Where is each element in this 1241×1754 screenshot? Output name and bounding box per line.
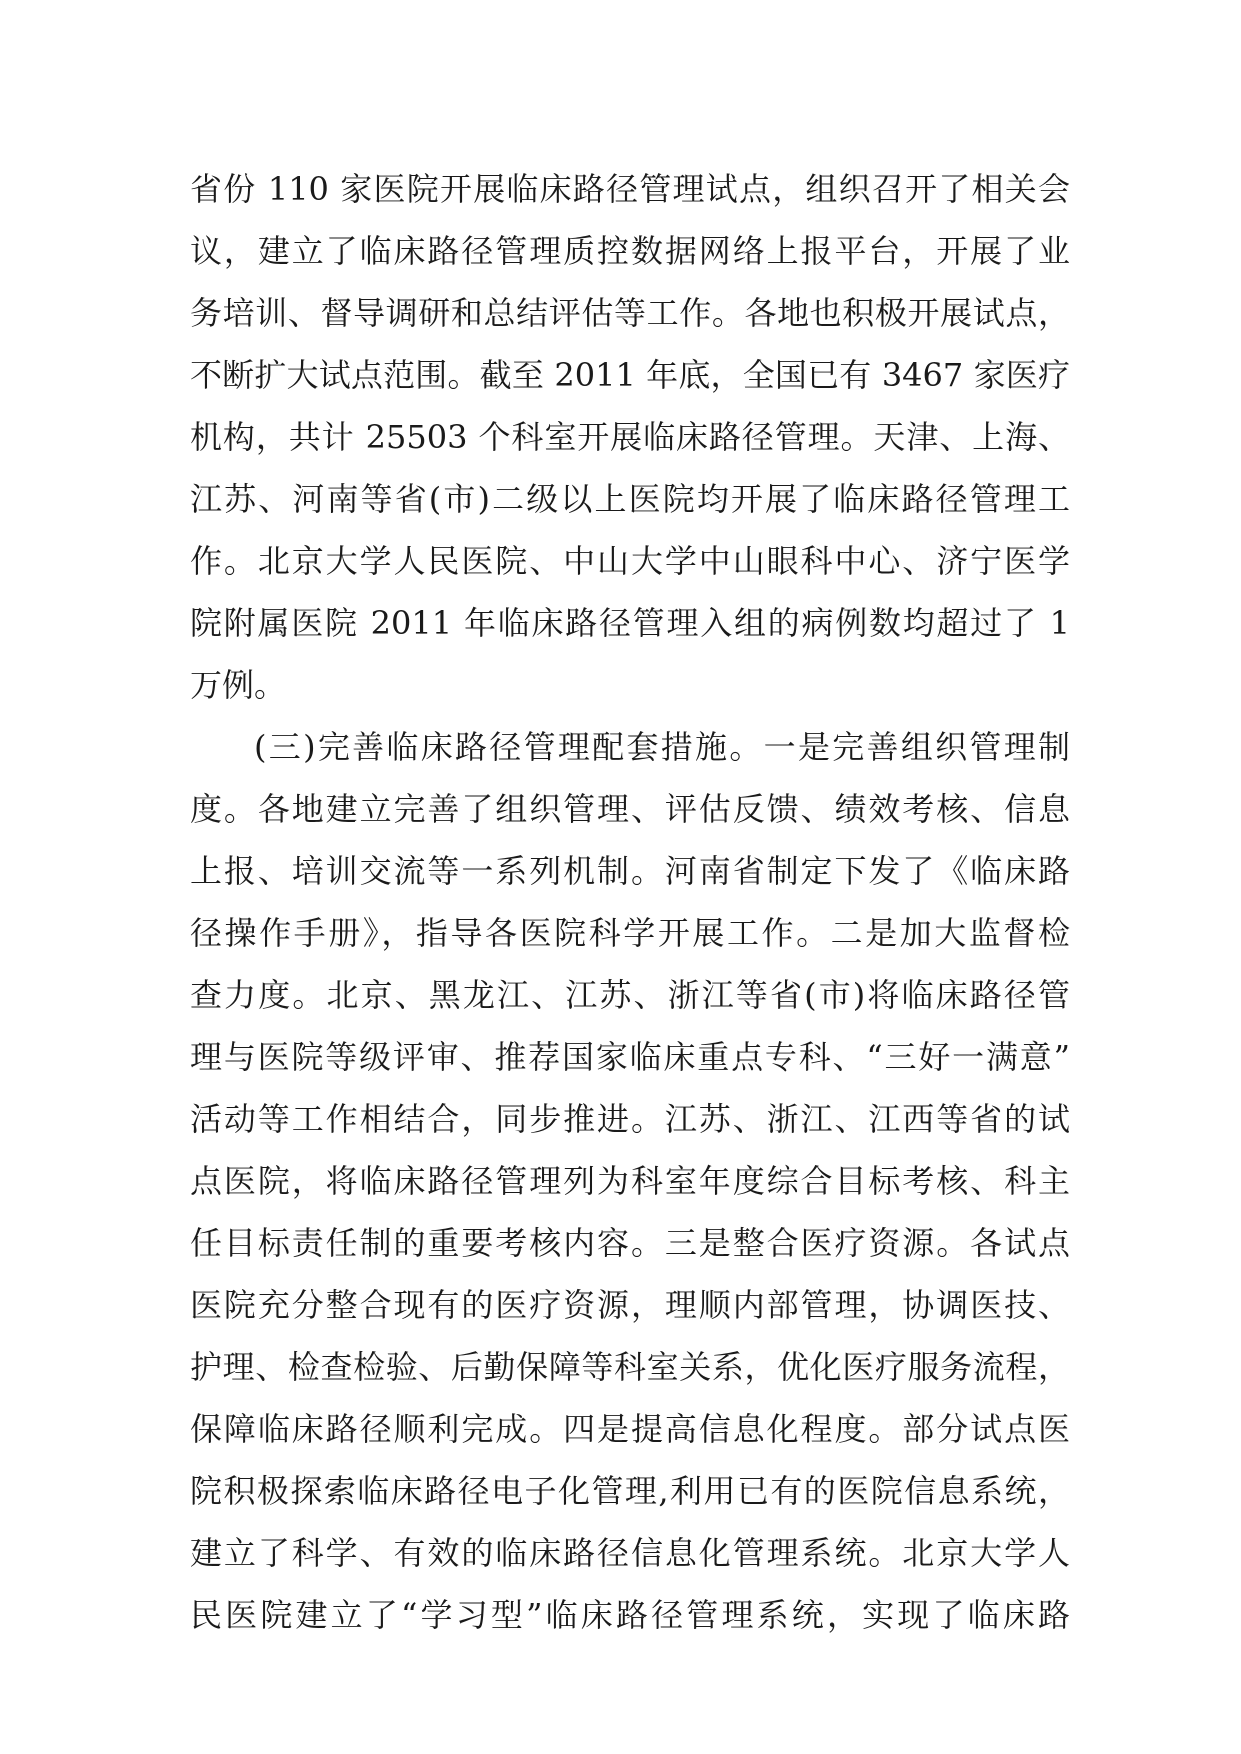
text-line: 点医院，将临床路径管理列为科室年度综合目标考核、科主	[190, 1162, 1070, 1200]
text-line: 民医院建立了“学习型”临床路径管理系统，实现了临床路	[190, 1596, 1070, 1634]
text-line: 院附属医院 2011 年临床路径管理入组的病例数均超过了 1	[190, 604, 1070, 642]
text-line: 护理、检查检验、后勤保障等科室关系，优化医疗服务流程，	[190, 1348, 1070, 1386]
text-line: 查力度。北京、黑龙江、江苏、浙江等省(市)将临床路径管	[190, 976, 1070, 1014]
text-line: 活动等工作相结合，同步推进。江苏、浙江、江西等省的试	[190, 1100, 1070, 1138]
text-line: 径操作手册》，指导各医院科学开展工作。二是加大监督检	[190, 914, 1070, 952]
text-line: 不断扩大试点范围。截至 2011 年底，全国已有 3467 家医疗	[190, 356, 1070, 394]
text-line: 保障临床路径顺利完成。四是提高信息化程度。部分试点医	[190, 1410, 1070, 1448]
text-line: 江苏、河南等省(市)二级以上医院均开展了临床路径管理工	[190, 480, 1070, 518]
document-body	[190, 158, 1070, 1646]
text-line: 建立了科学、有效的临床路径信息化管理系统。北京大学人	[190, 1534, 1070, 1572]
text-line: 机构，共计 25503 个科室开展临床路径管理。天津、上海、	[190, 418, 1070, 456]
text-line: (三)完善临床路径管理配套措施。一是完善组织管理制	[254, 728, 1070, 766]
text-line: 院积极探索临床路径电子化管理,利用已有的医院信息系统，	[190, 1472, 1070, 1510]
text-line: 度。各地建立完善了组织管理、评估反馈、绩效考核、信息	[190, 790, 1070, 828]
text-line: 省份 110 家医院开展临床路径管理试点，组织召开了相关会	[190, 170, 1070, 208]
text-line: 务培训、督导调研和总结评估等工作。各地也积极开展试点，	[190, 294, 1070, 332]
text-line: 作。北京大学人民医院、中山大学中山眼科中心、济宁医学	[190, 542, 1070, 580]
text-line: 上报、培训交流等一系列机制。河南省制定下发了《临床路	[190, 852, 1070, 890]
text-line: 议，建立了临床路径管理质控数据网络上报平台，开展了业	[190, 232, 1070, 270]
text-line: 任目标责任制的重要考核内容。三是整合医疗资源。各试点	[190, 1224, 1070, 1262]
text-line: 医院充分整合现有的医疗资源，理顺内部管理，协调医技、	[190, 1286, 1070, 1324]
text-line: 万例。	[190, 666, 287, 704]
text-line: 理与医院等级评审、推荐国家临床重点专科、“三好一满意”	[190, 1038, 1070, 1076]
